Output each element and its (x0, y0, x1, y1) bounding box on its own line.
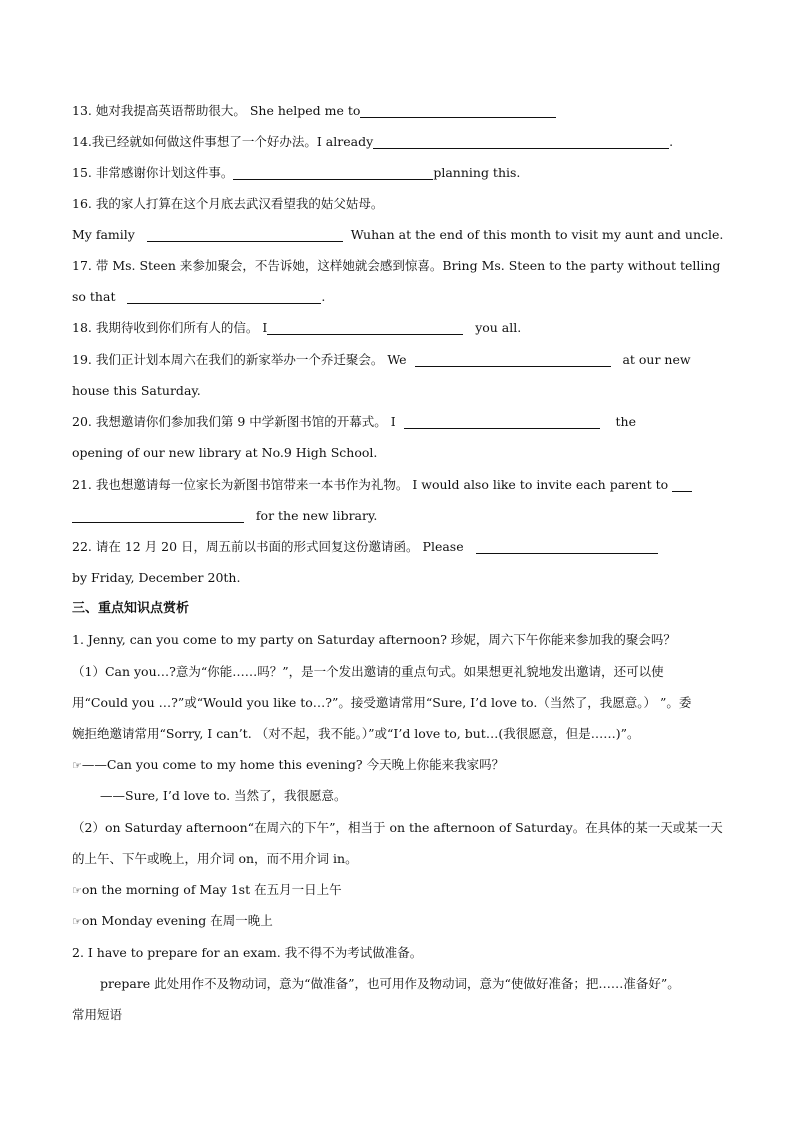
pointing-hand-icon: ☞ (72, 915, 82, 928)
answer-blank[interactable] (476, 539, 658, 554)
analysis-text: （2）on Saturday afternoon“在周六的下午”，相当于 on the afternoon of Saturday。在具体的某一天或某一天 (72, 820, 723, 835)
exercise-19: 19. 我们正计划本周六在我们的新家举办一个乔迁聚会。 We at our new (72, 352, 691, 367)
analysis-text: 的上午、下午或晚上，用介词 on，而不用介词 in。 (72, 851, 358, 866)
exercise-14-prompt: 14.我已经就如何做这件事想了一个好办法。 (72, 134, 317, 149)
analysis-text: （1）Can you…?意为“你能……吗？”，是一个发出邀请的重点句式。如果想更礼貌地发出邀请，还可以使 (72, 664, 664, 679)
section-title: 三、重点知识点赏析 (72, 601, 190, 616)
exercise-20-cont: opening of our new library at No.9 High School. (72, 445, 378, 460)
exercise-15 (72, 163, 520, 183)
exercise-14-text: I already (316, 134, 374, 149)
exercise-14: 14.我已经就如何做这件事想了一个好办法。I already . (72, 134, 674, 149)
exercise-15-prompt: 15. 非常感谢你计划这件事。 (72, 165, 234, 180)
exercise-16-prompt: 16. 我的家人打算在这个月底去武汉看望我的姑父姑母。 (72, 196, 384, 211)
exercise-21-cont: for the new library. (72, 506, 377, 526)
exercise-18: 18. 我期待收到你们所有人的信。 I you all. (72, 320, 522, 335)
example-line: ☞on the morning of May 1st 在五月一日上午 (72, 882, 342, 897)
example-line: ☞——Can you come to my home this evening? 今天晚上你能来我家吗？ (72, 757, 505, 772)
exercise-16 (72, 194, 383, 214)
answer-blank[interactable] (127, 289, 321, 304)
exercise-13-prompt: 13. 她对我提高英语帮助很大。 (72, 103, 250, 118)
exercise-19-cont: house this Saturday. (72, 383, 201, 398)
exercise-17-answer: so that . (72, 289, 326, 304)
exercise-22-cont: by Friday, December 20th. (72, 570, 241, 585)
exercise-21 (72, 475, 692, 495)
exercise-17-prompt: 17. 带 Ms. Steen 来参加聚会，不告诉她，这样她就会感到惊喜。Bring Ms. Steen to the party without telling (72, 258, 721, 273)
answer-blank[interactable] (72, 508, 244, 523)
pointing-hand-icon: ☞ (72, 759, 82, 772)
exercise-20: 20. 我想邀请你们参加我们第 9 中学新图书馆的开幕式。 I the (72, 414, 637, 429)
answer-blank[interactable] (233, 165, 433, 180)
answer-blank[interactable] (267, 320, 463, 335)
analysis-text: prepare 此处用作不及物动词，意为“做准备”，也可用作及物动词，意为“使做好准备；把……准备好”。 (100, 976, 680, 991)
answer-blank[interactable] (360, 103, 556, 118)
analysis-text: 常用短语 (72, 1007, 123, 1022)
exercise-22 (72, 537, 658, 557)
exercise-13-text: She helped me to (249, 103, 361, 118)
exercise-16-answer: My family Wuhan at the end of this month to visit my aunt and uncle. (72, 227, 724, 242)
analysis-text: 婉拒绝邀请常用“Sorry, I can’t. （对不起，我不能。）”或“I’d love to, but…(我很愿意，但是……)”。 (72, 726, 640, 741)
answer-blank[interactable] (373, 134, 669, 149)
analysis-point-1: 1. Jenny, can you come to my party on Saturday afternoon? 珍妮，周六下午你能来参加我的聚会吗？ (72, 632, 676, 647)
exercise-19-prompt: 19. 我们正计划本周六在我们的新家举办一个乔迁聚会。 We (72, 352, 407, 367)
example-line: ☞on Monday evening 在周一晚上 (72, 913, 273, 928)
analysis-point-2: 2. I have to prepare for an exam. 我不得不为考试做准备。 (72, 945, 423, 960)
exercise-13 (72, 101, 556, 121)
exercise-22-prompt: 22. 请在 12 月 20 日，周五前以书面的形式回复这份邀请函。 Please (72, 539, 464, 554)
exercise-15-text: planning this. (433, 165, 521, 180)
answer-blank[interactable] (147, 227, 343, 242)
exercise-20-prompt: 20. 我想邀请你们参加我们第 9 中学新图书馆的开幕式。 I (72, 414, 396, 429)
pointing-hand-icon: ☞ (72, 884, 82, 897)
exercise-17 (72, 256, 720, 276)
exercise-21-prompt: 21. 我也想邀请每一位家长为新图书馆带来一本书作为礼物。 I would also like to invite each parent to (72, 477, 669, 492)
answer-blank[interactable] (672, 477, 692, 492)
analysis-text: 用“Could you …?”或“Would you like to…?”。接受邀请常用“Sure, I’d love to.（当然了，我愿意。） ”。委 (72, 695, 692, 710)
exercise-18-prompt: 18. 我期待收到你们所有人的信。 I (72, 320, 268, 335)
answer-blank[interactable] (404, 414, 600, 429)
example-line: ——Sure, I’d love to. 当然了，我很愿意。 (100, 788, 347, 803)
answer-blank[interactable] (415, 352, 611, 367)
